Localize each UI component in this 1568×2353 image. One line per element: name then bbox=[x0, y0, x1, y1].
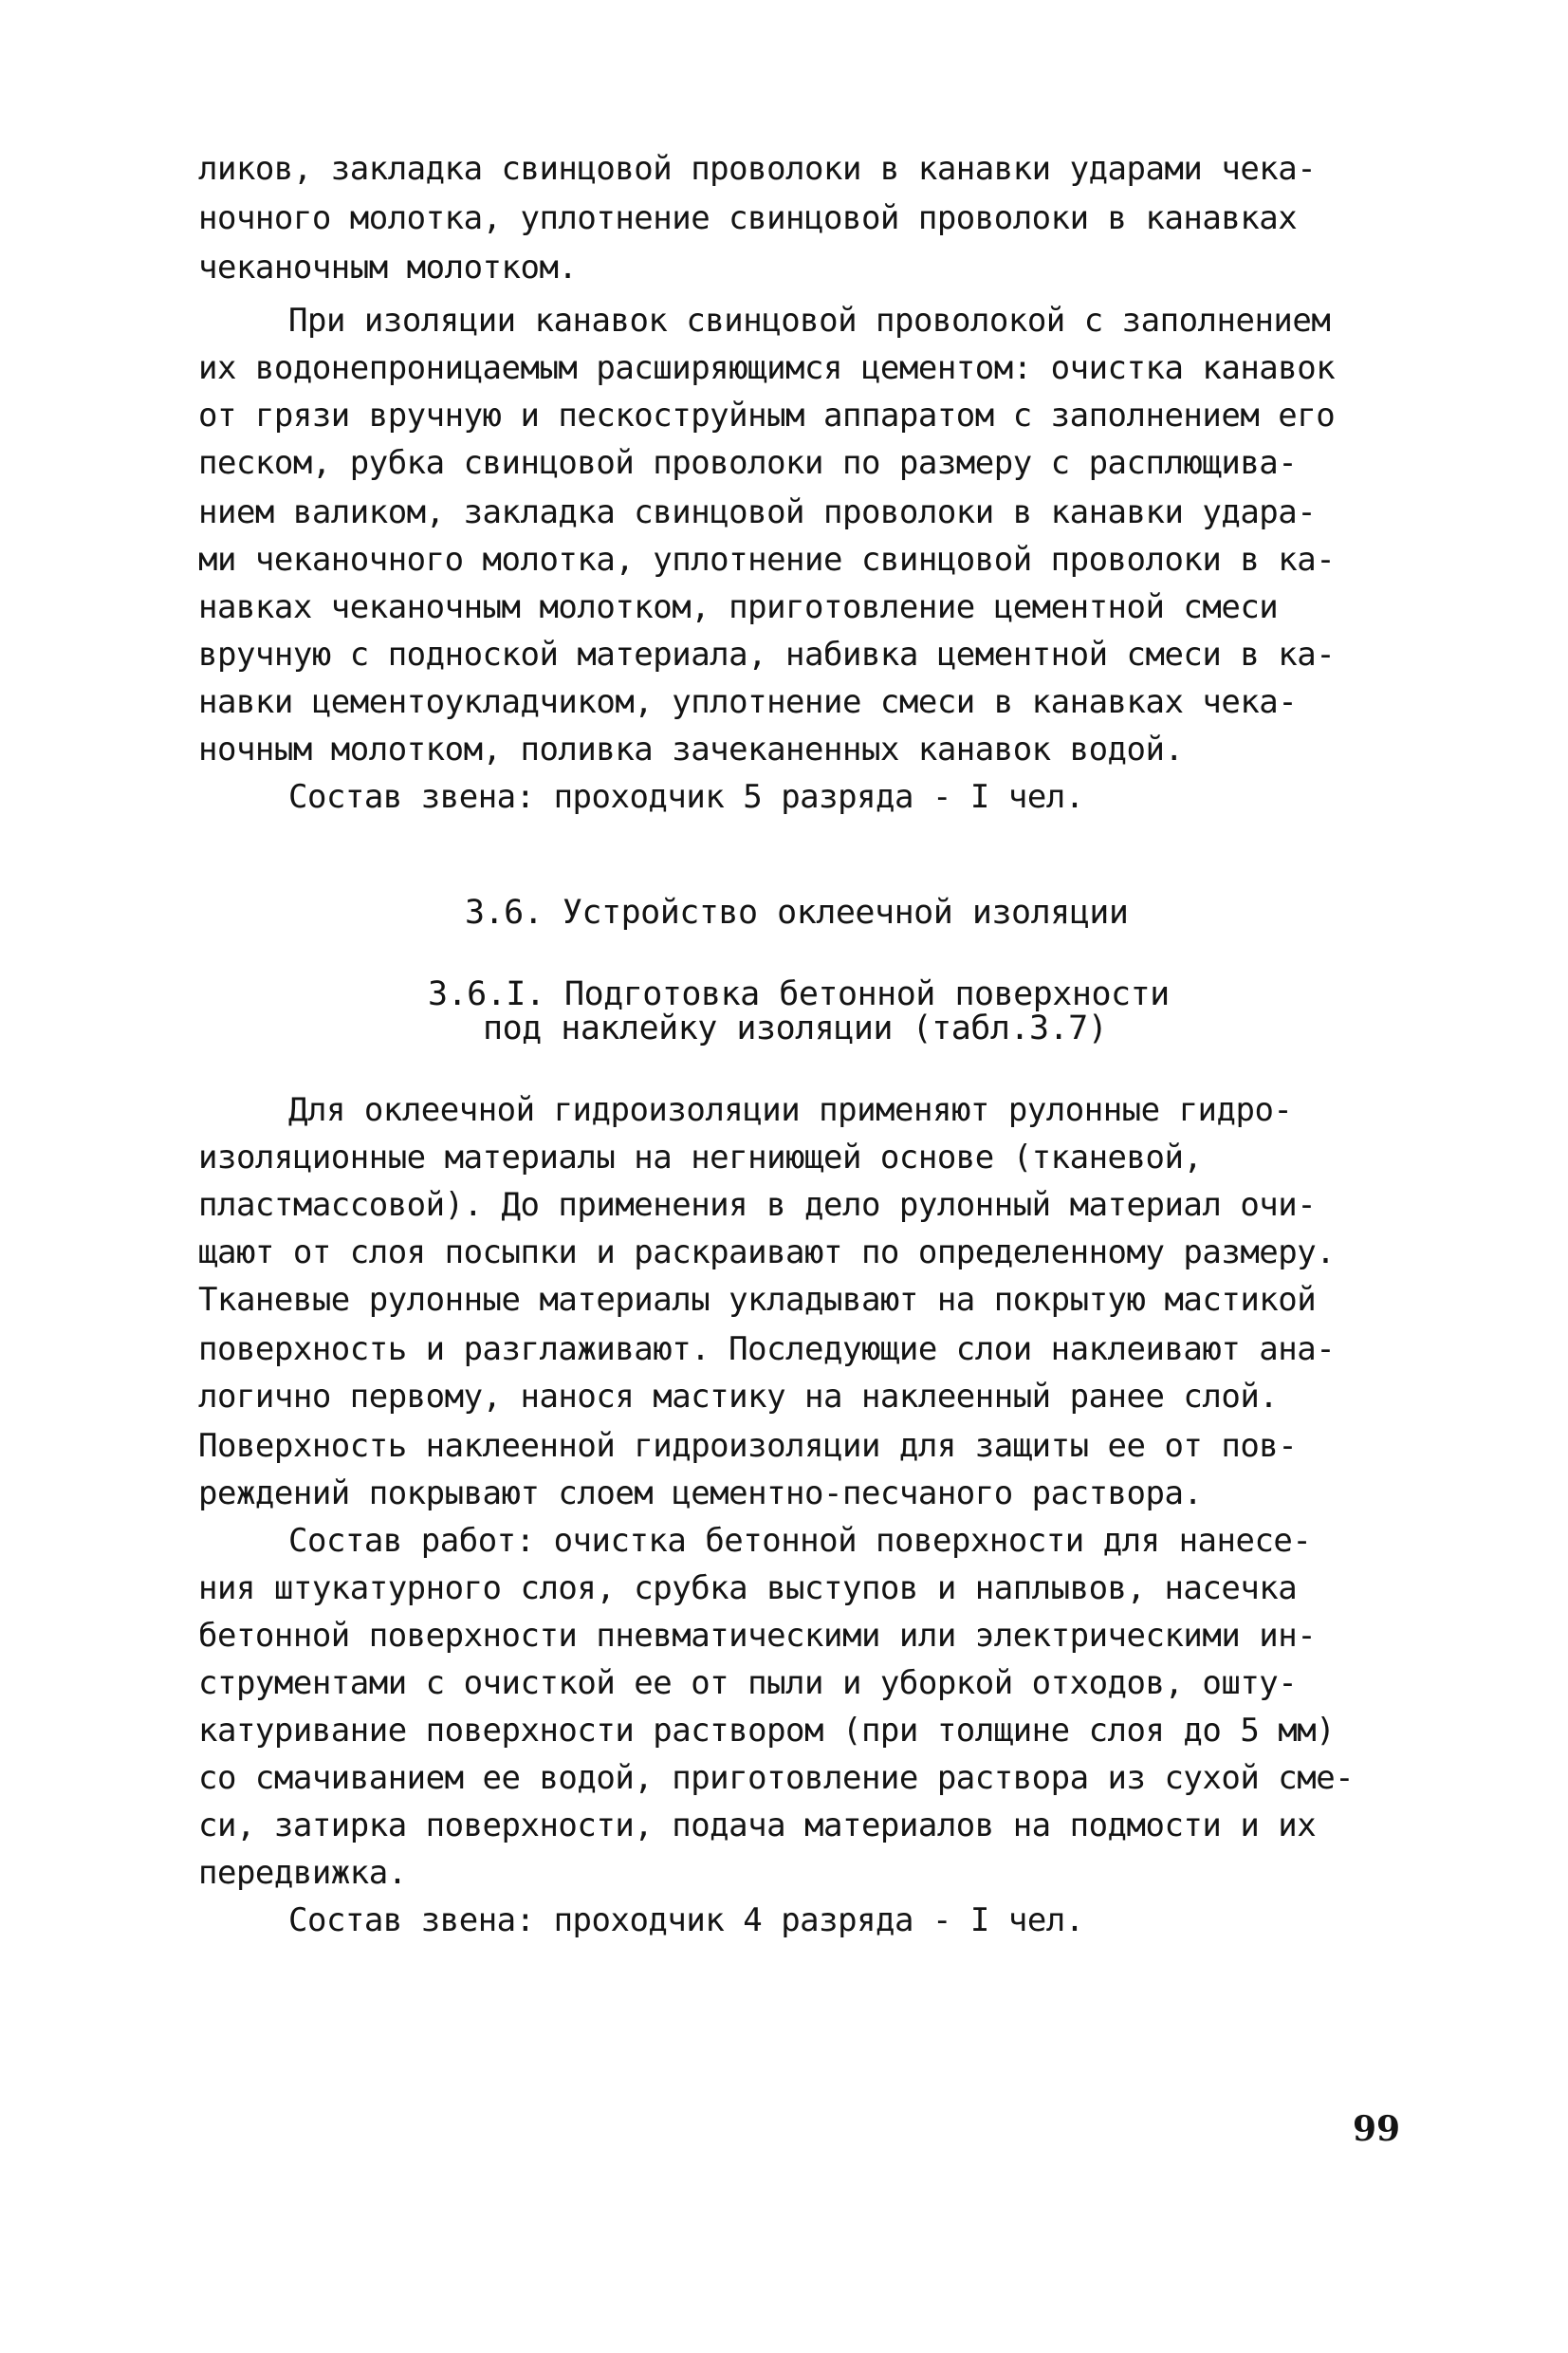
crew-composition: Состав звена: проходчик 5 разряда - I чел. bbox=[288, 778, 1084, 816]
text-line: нием валиком, закладка свинцовой проволоки в канавки удара- bbox=[198, 493, 1317, 531]
text-line: передвижка. bbox=[198, 1854, 407, 1892]
text-line: щают от слоя посыпки и раскраивают по определенному размеру. bbox=[198, 1233, 1336, 1271]
text-line: пластмассовой). До применения в дело рулонный материал очи- bbox=[198, 1186, 1317, 1224]
text-line: ликов, закладка свинцовой проволоки в канавки ударами чека- bbox=[198, 150, 1317, 188]
section-heading: 3.6. Устройство оклеечной изоляции bbox=[465, 894, 1129, 932]
text-line: катуривание поверхности раствором (при толщине слоя до 5 мм) bbox=[198, 1712, 1336, 1750]
text-line: Поверхность наклеенной гидроизоляции для защиты ее от пов- bbox=[198, 1427, 1298, 1465]
text-line: Для оклеечной гидроизоляции применяют рулонные гидро- bbox=[288, 1091, 1293, 1129]
page-number: 99 bbox=[1353, 2109, 1401, 2149]
subsection-heading-line: под наклейку изоляции (табл.3.7) bbox=[483, 1010, 1108, 1047]
text-line: ния штукатурного слоя, срубка выступов и наплывов, насечка bbox=[198, 1569, 1298, 1607]
text-line: со смачиванием ее водой, приготовление раствора из сухой сме- bbox=[198, 1759, 1355, 1797]
text-line: ночным молотком, поливка зачеканенных канавок водой. bbox=[198, 731, 1184, 769]
text-line: поверхность и разглаживают. Последующие слои наклеивают ана- bbox=[198, 1330, 1336, 1368]
text-line: навках чеканочным молотком, приготовление цементной смеси bbox=[198, 588, 1279, 626]
text-line: песком, рубка свинцовой проволоки по размеру с расплющива- bbox=[198, 444, 1298, 482]
text-line: Тканевые рулонные материалы укладывают на покрытую мастикой bbox=[198, 1281, 1317, 1319]
crew-composition: Состав звена: проходчик 4 разряда - I чел. bbox=[288, 1901, 1084, 1939]
subsection-heading-line: 3.6.I. Подготовка бетонной поверхности bbox=[428, 975, 1170, 1013]
text-line: ночного молотка, уплотнение свинцовой проволоки в канавках bbox=[198, 199, 1298, 237]
text-line: изоляционные материалы на негниющей основе (тканевой, bbox=[198, 1139, 1203, 1176]
text-line: логично первому, нанося мастику на наклеенный ранее слой. bbox=[198, 1378, 1279, 1416]
text-line: си, затирка поверхности, подача материалов на подмости и их bbox=[198, 1806, 1317, 1844]
text-line: вручную с подноской материала, набивка цементной смеси в ка- bbox=[198, 636, 1336, 674]
text-line: Состав работ: очистка бетонной поверхности для нанесе- bbox=[288, 1522, 1312, 1560]
text-line: реждений покрывают слоем цементно-песчаного раствора. bbox=[198, 1474, 1203, 1512]
text-line: ми чеканочного молотка, уплотнение свинцовой проволоки в ка- bbox=[198, 541, 1336, 579]
text-line: навки цементоукладчиком, уплотнение смеси в канавках чека- bbox=[198, 683, 1298, 721]
text-line: от грязи вручную и пескоструйным аппаратом с заполнением его bbox=[198, 397, 1336, 435]
text-line: бетонной поверхности пневматическими или электрическими ин- bbox=[198, 1617, 1317, 1655]
text-line: чеканочным молотком. bbox=[198, 249, 578, 287]
text-line: При изоляции канавок свинцовой проволокой с заполнением bbox=[288, 302, 1331, 340]
text-line: струментами с очисткой ее от пыли и уборкой отходов, ошту- bbox=[198, 1664, 1298, 1702]
text-line: их водонепроницаемым расширяющимся цементом: очистка канавок bbox=[198, 349, 1336, 387]
